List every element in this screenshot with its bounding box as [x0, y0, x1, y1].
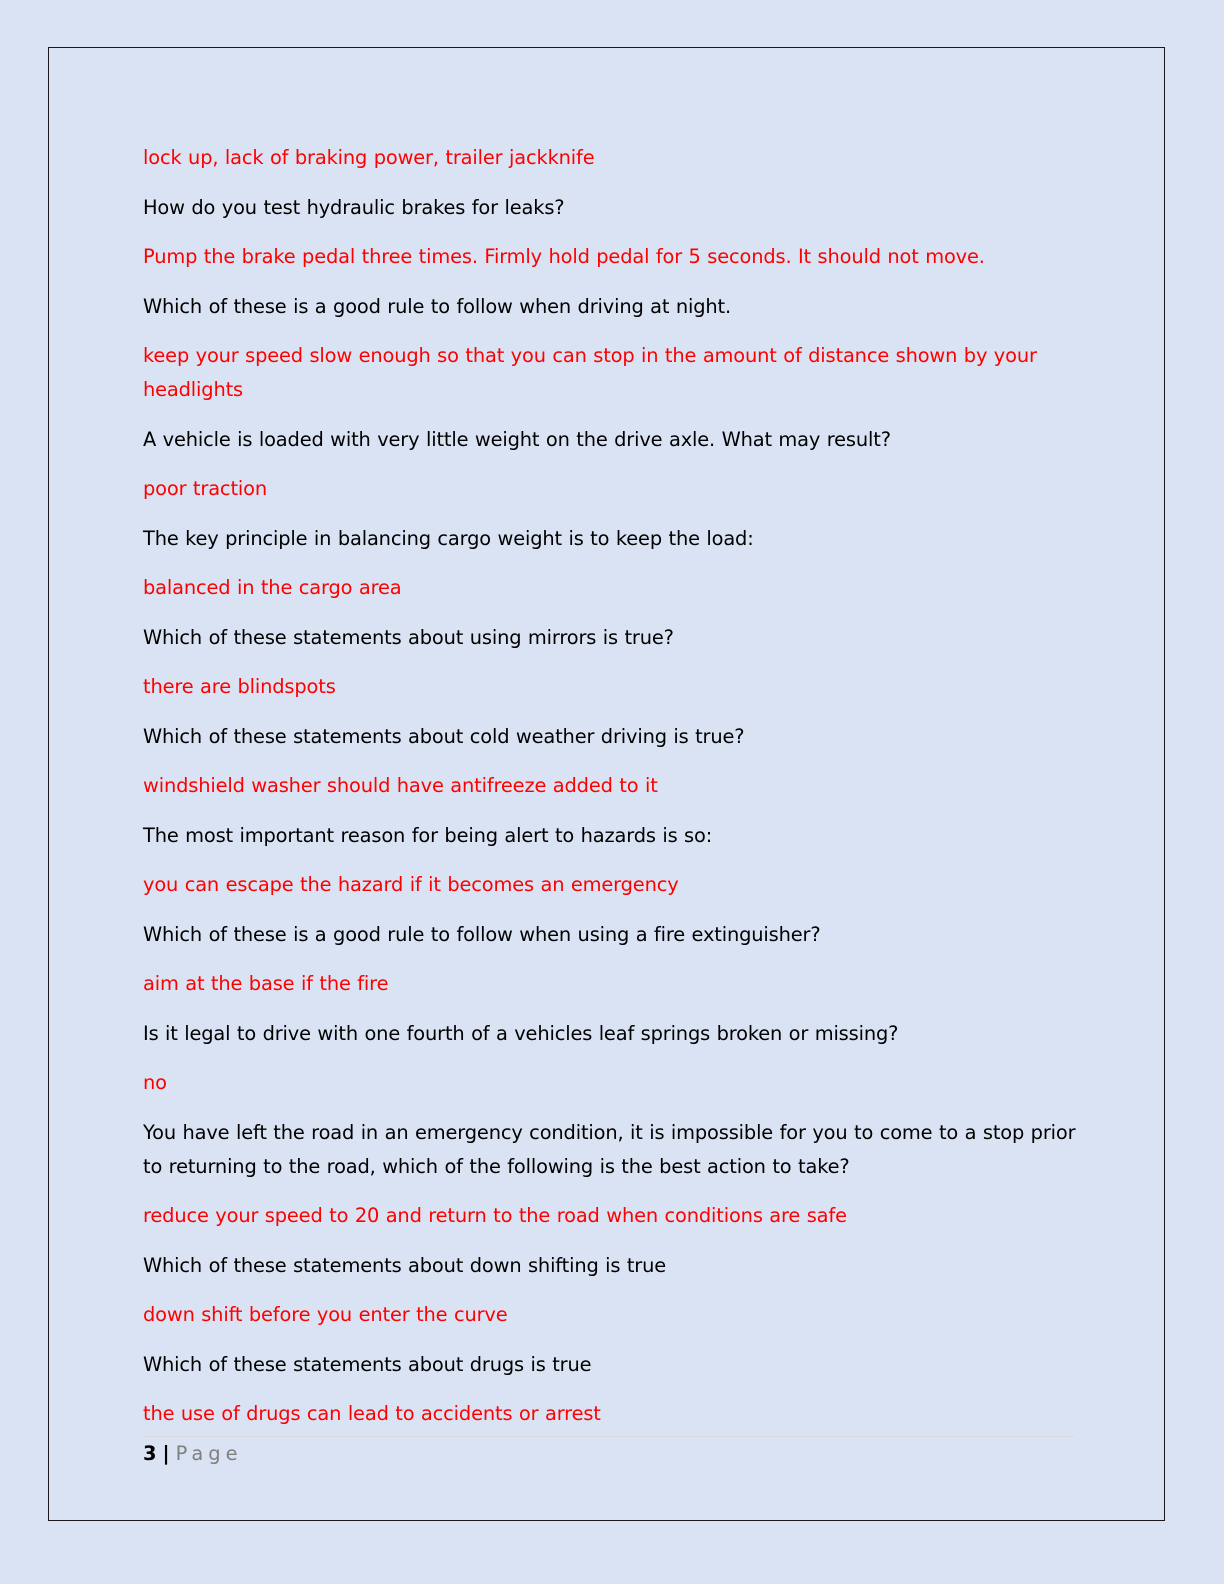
answer-text: poor traction — [143, 477, 267, 500]
question-text: Is it legal to drive with one fourth of a vehicles leaf springs broken or missing? — [143, 1021, 899, 1045]
answer-text: down shift before you enter the curve — [143, 1303, 508, 1326]
question-text: Which of these is a good rule to follow when driving at night. — [143, 294, 731, 318]
page-footer — [143, 1440, 243, 1468]
footer-separator: | — [162, 1442, 170, 1465]
answer-text: balanced in the cargo area — [143, 576, 402, 599]
answer-text: the use of drugs can lead to accidents or arrest — [143, 1402, 601, 1425]
question-text: A vehicle is loaded with very little weight on the drive axle. What may result? — [143, 427, 891, 451]
question-text: Which of these is a good rule to follow when using a fire extinguisher? — [143, 922, 821, 946]
question-text: The most important reason for being alert to hazards is so: — [143, 823, 713, 847]
document-body — [143, 141, 1083, 1447]
question-text: Which of these statements about using mirrors is true? — [143, 625, 674, 649]
answer-text: no — [143, 1071, 167, 1094]
question-text: The key principle in balancing cargo weight is to keep the load: — [143, 526, 754, 550]
answer-text: aim at the base if the fire — [143, 972, 389, 995]
question-text: How do you test hydraulic brakes for leaks? — [143, 195, 565, 219]
question-text: You have left the road in an emergency condition, it is impossible for you to come to a stop prior to returning to the road, which of the following is the best action to take? — [143, 1120, 1076, 1178]
answer-text: keep your speed slow enough so that you can stop in the amount of distance shown by your headlights — [143, 344, 1037, 401]
question-text: Which of these statements about down shifting is true — [143, 1253, 667, 1277]
answer-text: you can escape the hazard if it becomes an emergency — [143, 873, 679, 896]
answer-text: lock up, lack of braking power, trailer jackknife — [143, 146, 595, 169]
question-text: Which of these statements about cold weather driving is true? — [143, 724, 745, 748]
question-text: Which of these statements about drugs is true — [143, 1352, 592, 1376]
page-number: 3 — [143, 1442, 157, 1465]
answer-text: there are blindspots — [143, 675, 336, 698]
answer-text: reduce your speed to 20 and return to the road when conditions are safe — [143, 1204, 847, 1227]
page-label: Page — [175, 1442, 243, 1465]
answer-text: Pump the brake pedal three times. Firmly hold pedal for 5 seconds. It should not move. — [143, 245, 985, 268]
footer-divider — [143, 1436, 1074, 1437]
answer-text: windshield washer should have antifreeze added to it — [143, 774, 658, 797]
